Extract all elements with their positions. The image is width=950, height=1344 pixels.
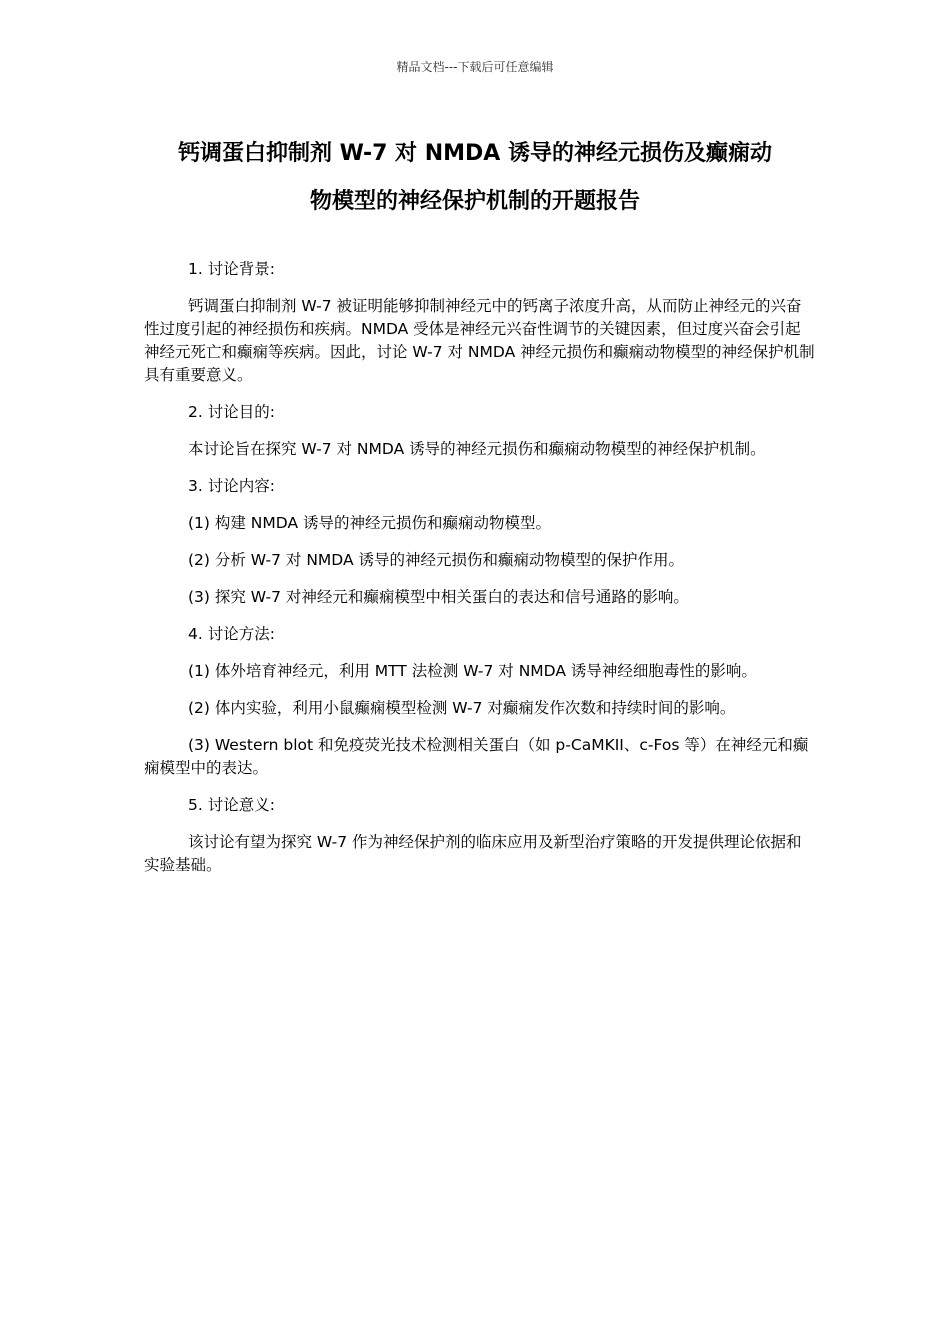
content-item-3: (3) 探究 W-7 对神经元和癫痫模型中相关蛋白的表达和信号通路的影响。: [188, 588, 689, 606]
document-title: [120, 130, 830, 226]
method-item-3: (3) Western blot 和免疫荧光技术检测相关蛋白（如 p-CaMKII、c-Fos 等）在神经元和癫痫模型中的表达。: [144, 736, 809, 777]
method-item-1: (1) 体外培育神经元，利用 MTT 法检测 W-7 对 NMDA 诱导神经细胞毒性的影响。: [188, 662, 757, 680]
method-item-2: (2) 体内实验，利用小鼠癫痫模型检测 W-7 对癫痫发作次数和持续时间的影响。: [188, 699, 736, 717]
title-line-2: 物模型的神经保护机制的开题报告: [309, 189, 640, 214]
section-text-purpose: 本讨论旨在探究 W-7 对 NMDA 诱导的神经元损伤和癫痫动物模型的神经保护机制。: [188, 440, 766, 458]
section-heading-content: 3. 讨论内容:: [188, 477, 275, 495]
document-body: [144, 258, 816, 891]
section-heading-significance: 5. 讨论意义:: [188, 796, 275, 814]
header-note: 精品文档---下载后可任意编辑: [396, 60, 554, 74]
section-heading-methods: 4. 讨论方法:: [188, 625, 275, 643]
section-text-significance: 该讨论有望为探究 W-7 作为神经保护剂的临床应用及新型治疗策略的开发提供理论依据和实验基础。: [144, 833, 802, 874]
section-heading-purpose: 2. 讨论目的:: [188, 403, 275, 421]
section-text-background: 钙调蛋白抑制剂 W-7 被证明能够抑制神经元中的钙离子浓度升高，从而防止神经元的兴奋性过度引起的神经损伤和疾病。NMDA 受体是神经元兴奋性调节的关键因素，但过度兴奋会引起神经元死亡和癫痫等疾病。因此，讨论 W-7 对 NMDA 神经元损伤和癫痫动物模型的神经保护机制具有重要意义。: [144, 297, 815, 384]
title-line-1: 钙调蛋白抑制剂 W-7 对 NMDA 诱导的神经元损伤及癫痫动: [178, 141, 772, 166]
content-item-2: (2) 分析 W-7 对 NMDA 诱导的神经元损伤和癫痫动物模型的保护作用。: [188, 551, 684, 569]
section-heading-background: 1. 讨论背景:: [188, 260, 275, 278]
content-item-1: (1) 构建 NMDA 诱导的神经元损伤和癫痫动物模型。: [188, 514, 551, 532]
